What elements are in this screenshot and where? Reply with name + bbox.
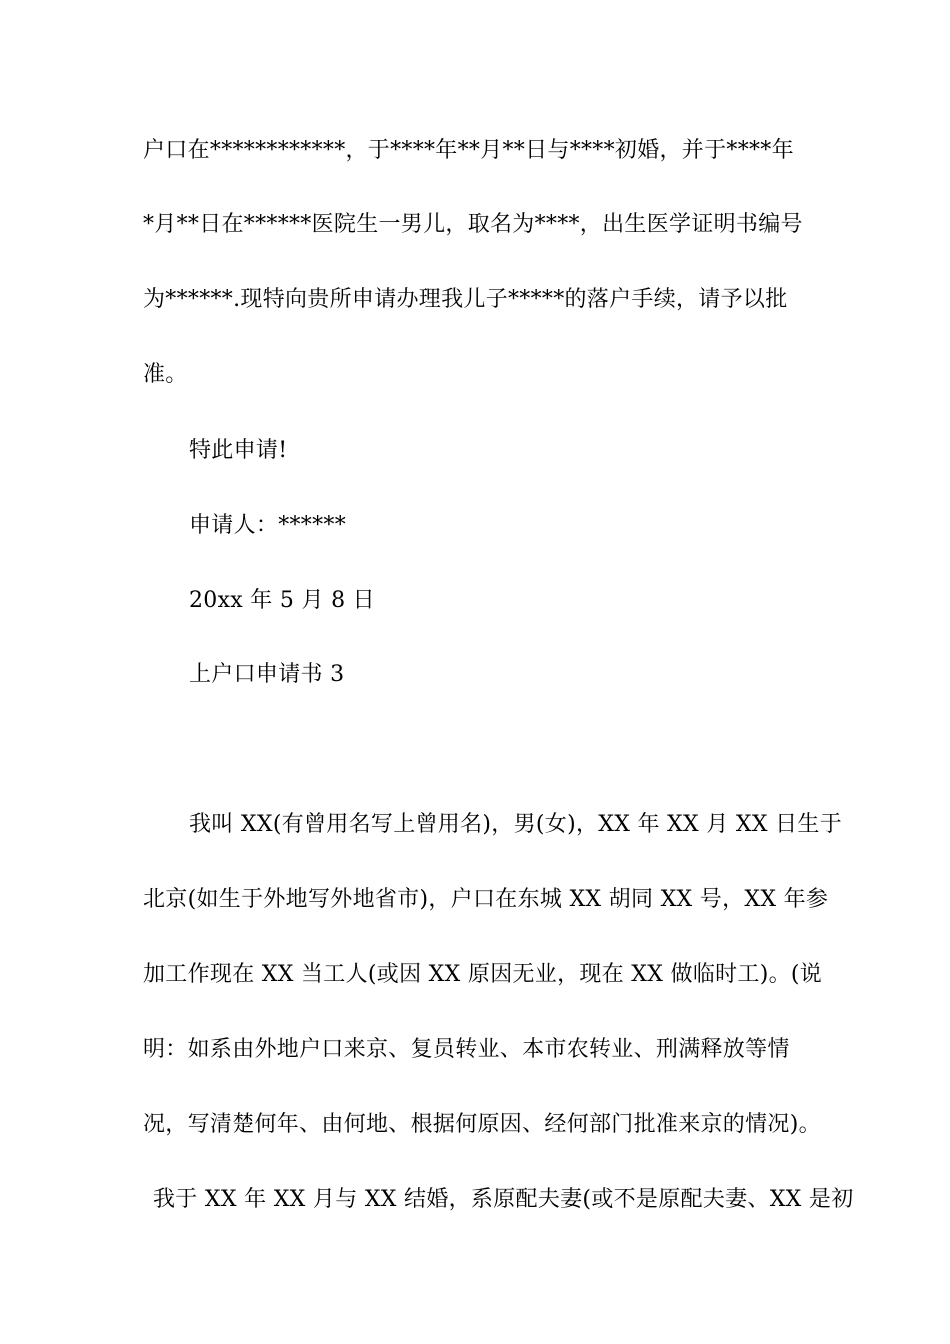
applicant-line: 申请人：******: [189, 513, 347, 538]
section-heading: 上户口申请书 3: [189, 662, 345, 687]
closing-statement: 特此申请!: [189, 438, 288, 463]
date-line: 20xx 年 5 月 8 日: [189, 588, 375, 613]
paragraph2-line-4: 明：如系由外地户口来京、复员转业、本市农转业、刑满释放等情: [143, 1037, 790, 1062]
paragraph2-line-5: 况，写清楚何年、由何地、根据何原因、经何部门批准来京的情况)。: [143, 1112, 821, 1137]
paragraph-line-3: 为******.现特向贵所申请办理我儿子*****的落户手续，请予以批: [143, 287, 788, 312]
paragraph-line-1: 户口在************，于****年**月**日与****初婚，并于****年: [143, 138, 794, 163]
paragraph2-line-3: 加工作现在 XX 当工人(或因 XX 原因无业，现在 XX 做临时工)。(说: [143, 962, 823, 987]
paragraph2-line-2: 北京(如生于外地写外地省市)，户口在东城 XX 胡同 XX 号，XX 年参: [143, 887, 829, 912]
paragraph-line-2: *月**日在******医院生一男儿，取名为****，出生医学证明书编号: [143, 212, 803, 237]
paragraph3-line-1: 我于 XX 年 XX 月与 XX 结婚，系原配夫妻(或不是原配夫妻、XX 是初: [153, 1187, 854, 1212]
paragraph2-line-1: 我叫 XX(有曾用名写上曾用名)，男(女)，XX 年 XX 月 XX 日生于: [189, 812, 842, 837]
paragraph-line-4: 准。: [143, 362, 188, 387]
